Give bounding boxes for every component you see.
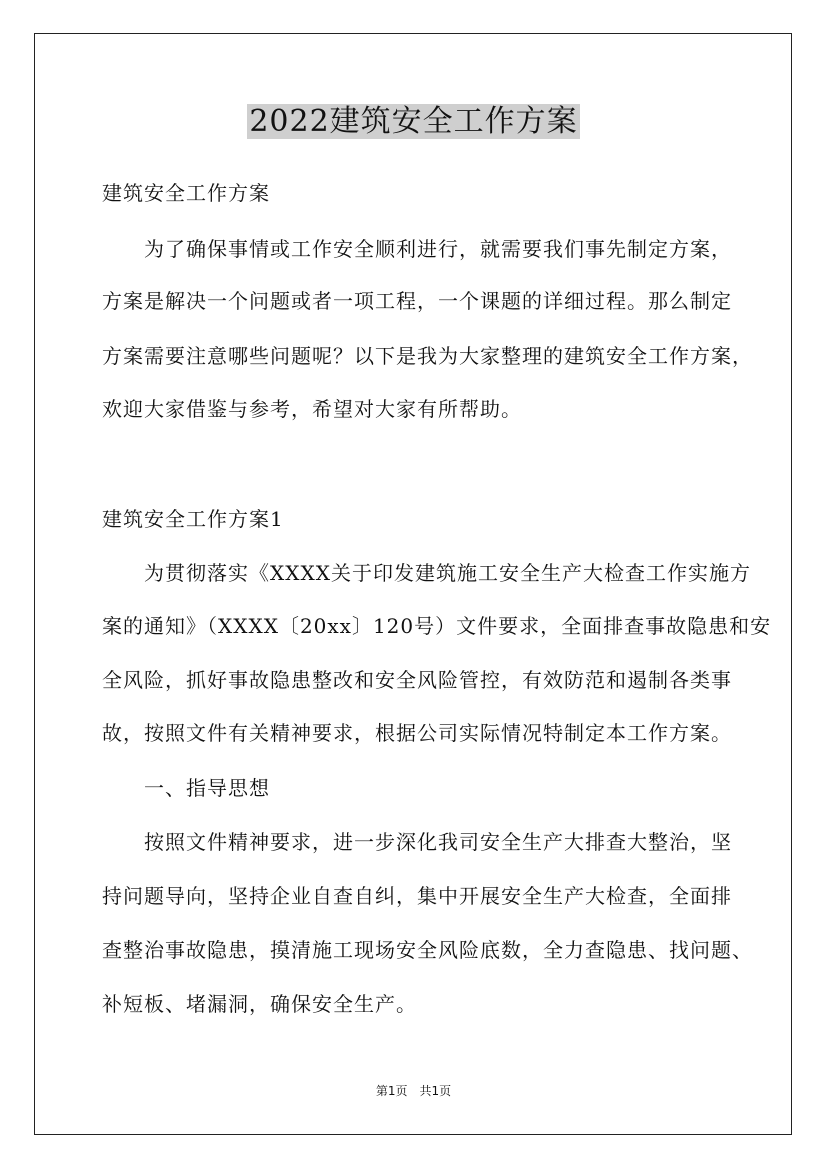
paragraph-line: 查整治事故隐患，摸清施工现场安全风险底数，全力查隐患、找问题、 (102, 938, 753, 962)
paragraph-line: 补短板、堵漏洞，确保安全生产。 (102, 992, 417, 1016)
subsection-heading: 一、指导思想 (102, 776, 270, 800)
paragraph-line: 方案需要注意哪些问题呢？以下是我为大家整理的建筑安全工作方案， (102, 344, 753, 368)
page-footer: 第1页 共1页 (375, 1084, 452, 1098)
paragraph-line: 为贯彻落实《XXXX关于印发建筑施工安全生产大检查工作实施方 (102, 561, 751, 585)
document-title-text: 2022建筑安全工作方案 (249, 104, 578, 139)
paragraph-line: 故，按照文件有关精神要求，根据公司实际情况特制定本工作方案。 (102, 721, 732, 745)
document-title (0, 100, 827, 144)
paragraph-line: 方案是解决一个问题或者一项工程，一个课题的详细过程。那么制定 (102, 289, 732, 313)
section-heading: 建筑安全工作方案 (102, 181, 270, 205)
paragraph-line: 案的通知》（XXXX〔20xx〕120号）文件要求，全面排查事故隐患和安 (102, 614, 772, 638)
paragraph-line: 按照文件精神要求，进一步深化我司安全生产大排查大整治，坚 (102, 830, 732, 854)
paragraph-line: 持问题导向，坚持企业自查自纠，集中开展安全生产大检查，全面排 (102, 884, 732, 908)
paragraph-line: 欢迎大家借鉴与参考，希望对大家有所帮助。 (102, 397, 522, 421)
paragraph-line: 全风险，抓好事故隐患整改和安全风险管控，有效防范和遏制各类事 (102, 668, 732, 692)
paragraph-line: 为了确保事情或工作安全顺利进行，就需要我们事先制定方案， (102, 237, 732, 261)
section-heading: 建筑安全工作方案1 (102, 507, 284, 531)
